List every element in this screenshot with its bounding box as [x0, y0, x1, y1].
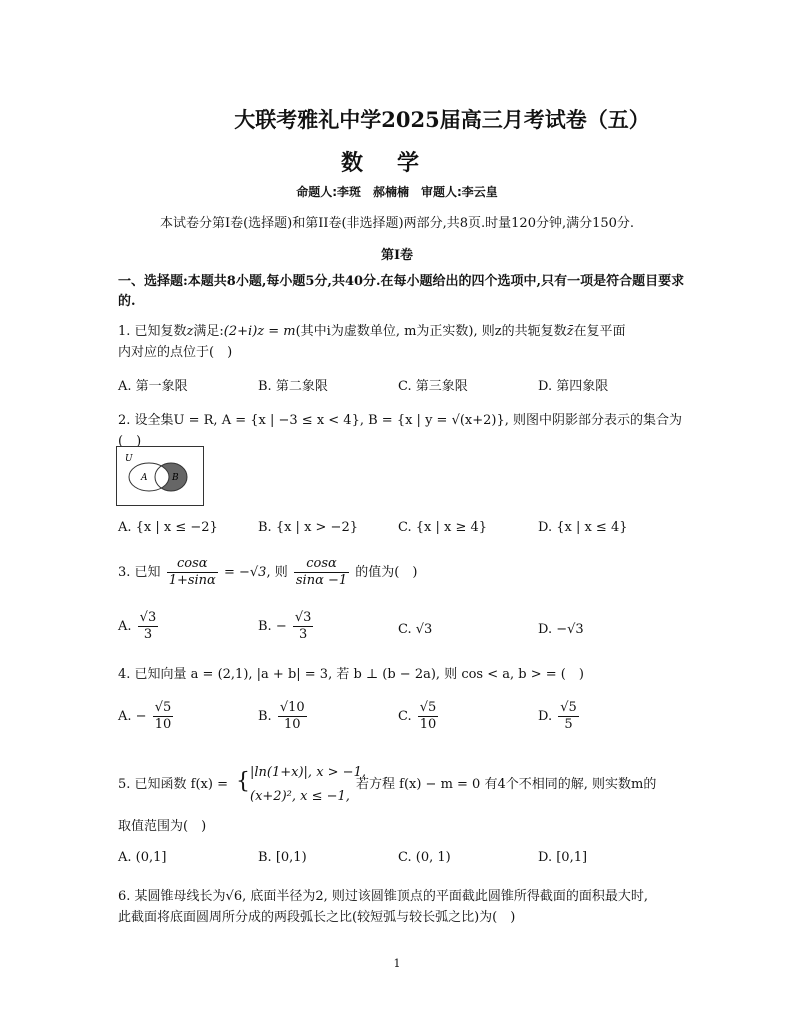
q5-stem-c: 取值范围为( ): [118, 819, 207, 834]
q4-opt-d-prefix: D.: [538, 709, 553, 724]
q4-opt-b-den: 10: [283, 717, 301, 732]
q4-opt-d-den: 5: [564, 717, 573, 732]
q4-opt-c-num: √5: [419, 700, 437, 715]
q3-frac-1-num: cosα: [167, 556, 218, 573]
section-heading: 一、选择题:本题共8小题,每小题5分,共40分.在每小题给出的四个选项中,只有一项是符合题目要求的.: [118, 274, 685, 309]
q1-stem-d: (其中i为虚数单位, m为正实数), 则z的共轭复数: [295, 324, 567, 339]
question-3: [118, 556, 698, 589]
exam-title: 大联考雅礼中学2025届高三月考试卷（五）: [234, 107, 650, 132]
q4-opt-a-prefix: A. −: [118, 709, 147, 724]
q3-opt-a-den: 3: [143, 627, 153, 642]
venn-label-a: A: [141, 473, 148, 483]
q4-opt-b-frac: [278, 700, 307, 733]
q2-option-b: B. {x | x > −2}: [258, 520, 358, 535]
q4-opt-c-frac: [418, 700, 439, 733]
q4-opt-b-num: √10: [279, 700, 305, 715]
q3-stem-a: 3. 已知: [118, 565, 161, 580]
q3-stem-c: , 则: [266, 565, 288, 580]
q3-option-c: C. √3: [398, 622, 433, 637]
q3-opt-a-frac: [138, 610, 159, 643]
q1-option-b: B. 第二象限: [258, 379, 328, 394]
q4-opt-a-den: 10: [154, 717, 172, 732]
q4-opt-c-prefix: C.: [398, 709, 412, 724]
q3-frac-1-den: 1+sinα: [168, 573, 216, 588]
q3-option-b: [258, 610, 315, 643]
q5-case-1: |ln(1+x)|, x > −1,: [250, 765, 366, 780]
q3-opt-b-den: 3: [299, 627, 308, 642]
q2-option-a: A. {x | x ≤ −2}: [118, 520, 218, 535]
authors-line: 命题人:李斑 郝楠楠 审题人:李云皇: [296, 185, 498, 199]
venn-diagram: [116, 446, 204, 506]
q1-stem-f: 内对应的点位于( ): [118, 345, 233, 360]
q4-opt-d-frac: [558, 700, 579, 733]
q3-frac-2-num: cosα: [294, 556, 349, 573]
question-6: [118, 886, 698, 928]
q4-option-c: [398, 700, 440, 733]
question-4: 4. 已知向量 a = (2,1), |a + b| = 3, 若 b ⊥ (b − 2a), 则 cos < a, b > = ( ): [118, 667, 584, 682]
q3-option-a: [118, 610, 160, 643]
q4-opt-c-den: 10: [419, 717, 437, 732]
q1-stem-b: z: [186, 324, 194, 339]
q4-option-a: [118, 700, 175, 733]
venn-label-u: U: [125, 454, 133, 464]
q2-option-c: C. {x | x ≥ 4}: [398, 520, 488, 535]
q3-opt-a-prefix: A.: [118, 619, 132, 634]
q4-option-b: [258, 700, 309, 733]
q3-opt-a-num: √3: [139, 610, 157, 625]
q3-frac-2-den: sinα −1: [295, 573, 348, 588]
venn-label-b: B: [172, 473, 179, 483]
q5-option-b: B. [0,1): [258, 850, 307, 865]
q5-option-c: C. (0, 1): [398, 850, 451, 865]
q4-opt-b-prefix: B.: [258, 709, 272, 724]
q3-option-d: D. −√3: [538, 622, 584, 637]
q3-stem-d: 的值为( ): [355, 565, 418, 580]
q3-frac-1: [167, 556, 218, 589]
subject-title: 数学: [340, 150, 453, 176]
q1-option-d: D. 第四象限: [538, 379, 609, 394]
q1-stem-c: 满足:: [193, 324, 224, 339]
q3-opt-b-prefix: B. −: [258, 619, 287, 634]
q4-opt-a-frac: [153, 700, 174, 733]
q5-stem-b: 若方程 f(x) − m = 0 有4个不相同的解, 则实数m的: [356, 777, 657, 792]
q4-opt-a-num: √5: [154, 700, 172, 715]
venn-svg: [117, 447, 203, 505]
q1-option-c: C. 第三象限: [398, 379, 468, 394]
q1-zbar: z̄: [566, 324, 574, 339]
q4-opt-d-num: √5: [560, 700, 577, 715]
q5-option-d: D. [0,1]: [538, 850, 588, 865]
q1-eq: (2+i)z = m: [223, 324, 296, 339]
q3-frac-2: [294, 556, 349, 589]
q1-stem-a: 1. 已知复数: [118, 324, 187, 339]
q3-stem-b: = −√3: [223, 565, 267, 580]
question-1: [118, 321, 698, 363]
exam-intro: 本试卷分第I卷(选择题)和第II卷(非选择题)两部分,共8页.时量120分钟,满分150分.: [159, 216, 635, 231]
page-number: 1: [393, 957, 401, 970]
q3-opt-b-frac: [293, 610, 314, 643]
q3-opt-b-num: √3: [294, 610, 312, 625]
q6-line-2: 此截面将底面圆周所分成的两段弧长之比(较短弧与较长弧之比)为( ): [118, 910, 516, 925]
q5-case-2: (x+2)², x ≤ −1,: [250, 789, 350, 804]
q1-stem-e: 在复平面: [573, 324, 626, 339]
q5-option-a: A. (0,1]: [118, 850, 167, 865]
q5-brace: {: [236, 769, 250, 794]
q2-option-d: D. {x | x ≤ 4}: [538, 520, 628, 535]
question-5: [118, 760, 698, 810]
q6-line-1: 6. 某圆锥母线长为√6, 底面半径为2, 则过该圆锥顶点的平面截此圆锥所得截面的面积最大时,: [118, 889, 649, 904]
q4-option-d: [538, 700, 581, 733]
volume-heading: 第I卷: [380, 248, 414, 263]
question-2: 2. 设全集U = R, A = {x | −3 ≤ x < 4}, B = {x | y = √(x+2)}, 则图中阴影部分表示的集合为( ): [118, 413, 683, 449]
q1-option-a: A. 第一象限: [118, 379, 188, 394]
q5-stem-a: 5. 已知函数 f(x) =: [118, 777, 228, 792]
